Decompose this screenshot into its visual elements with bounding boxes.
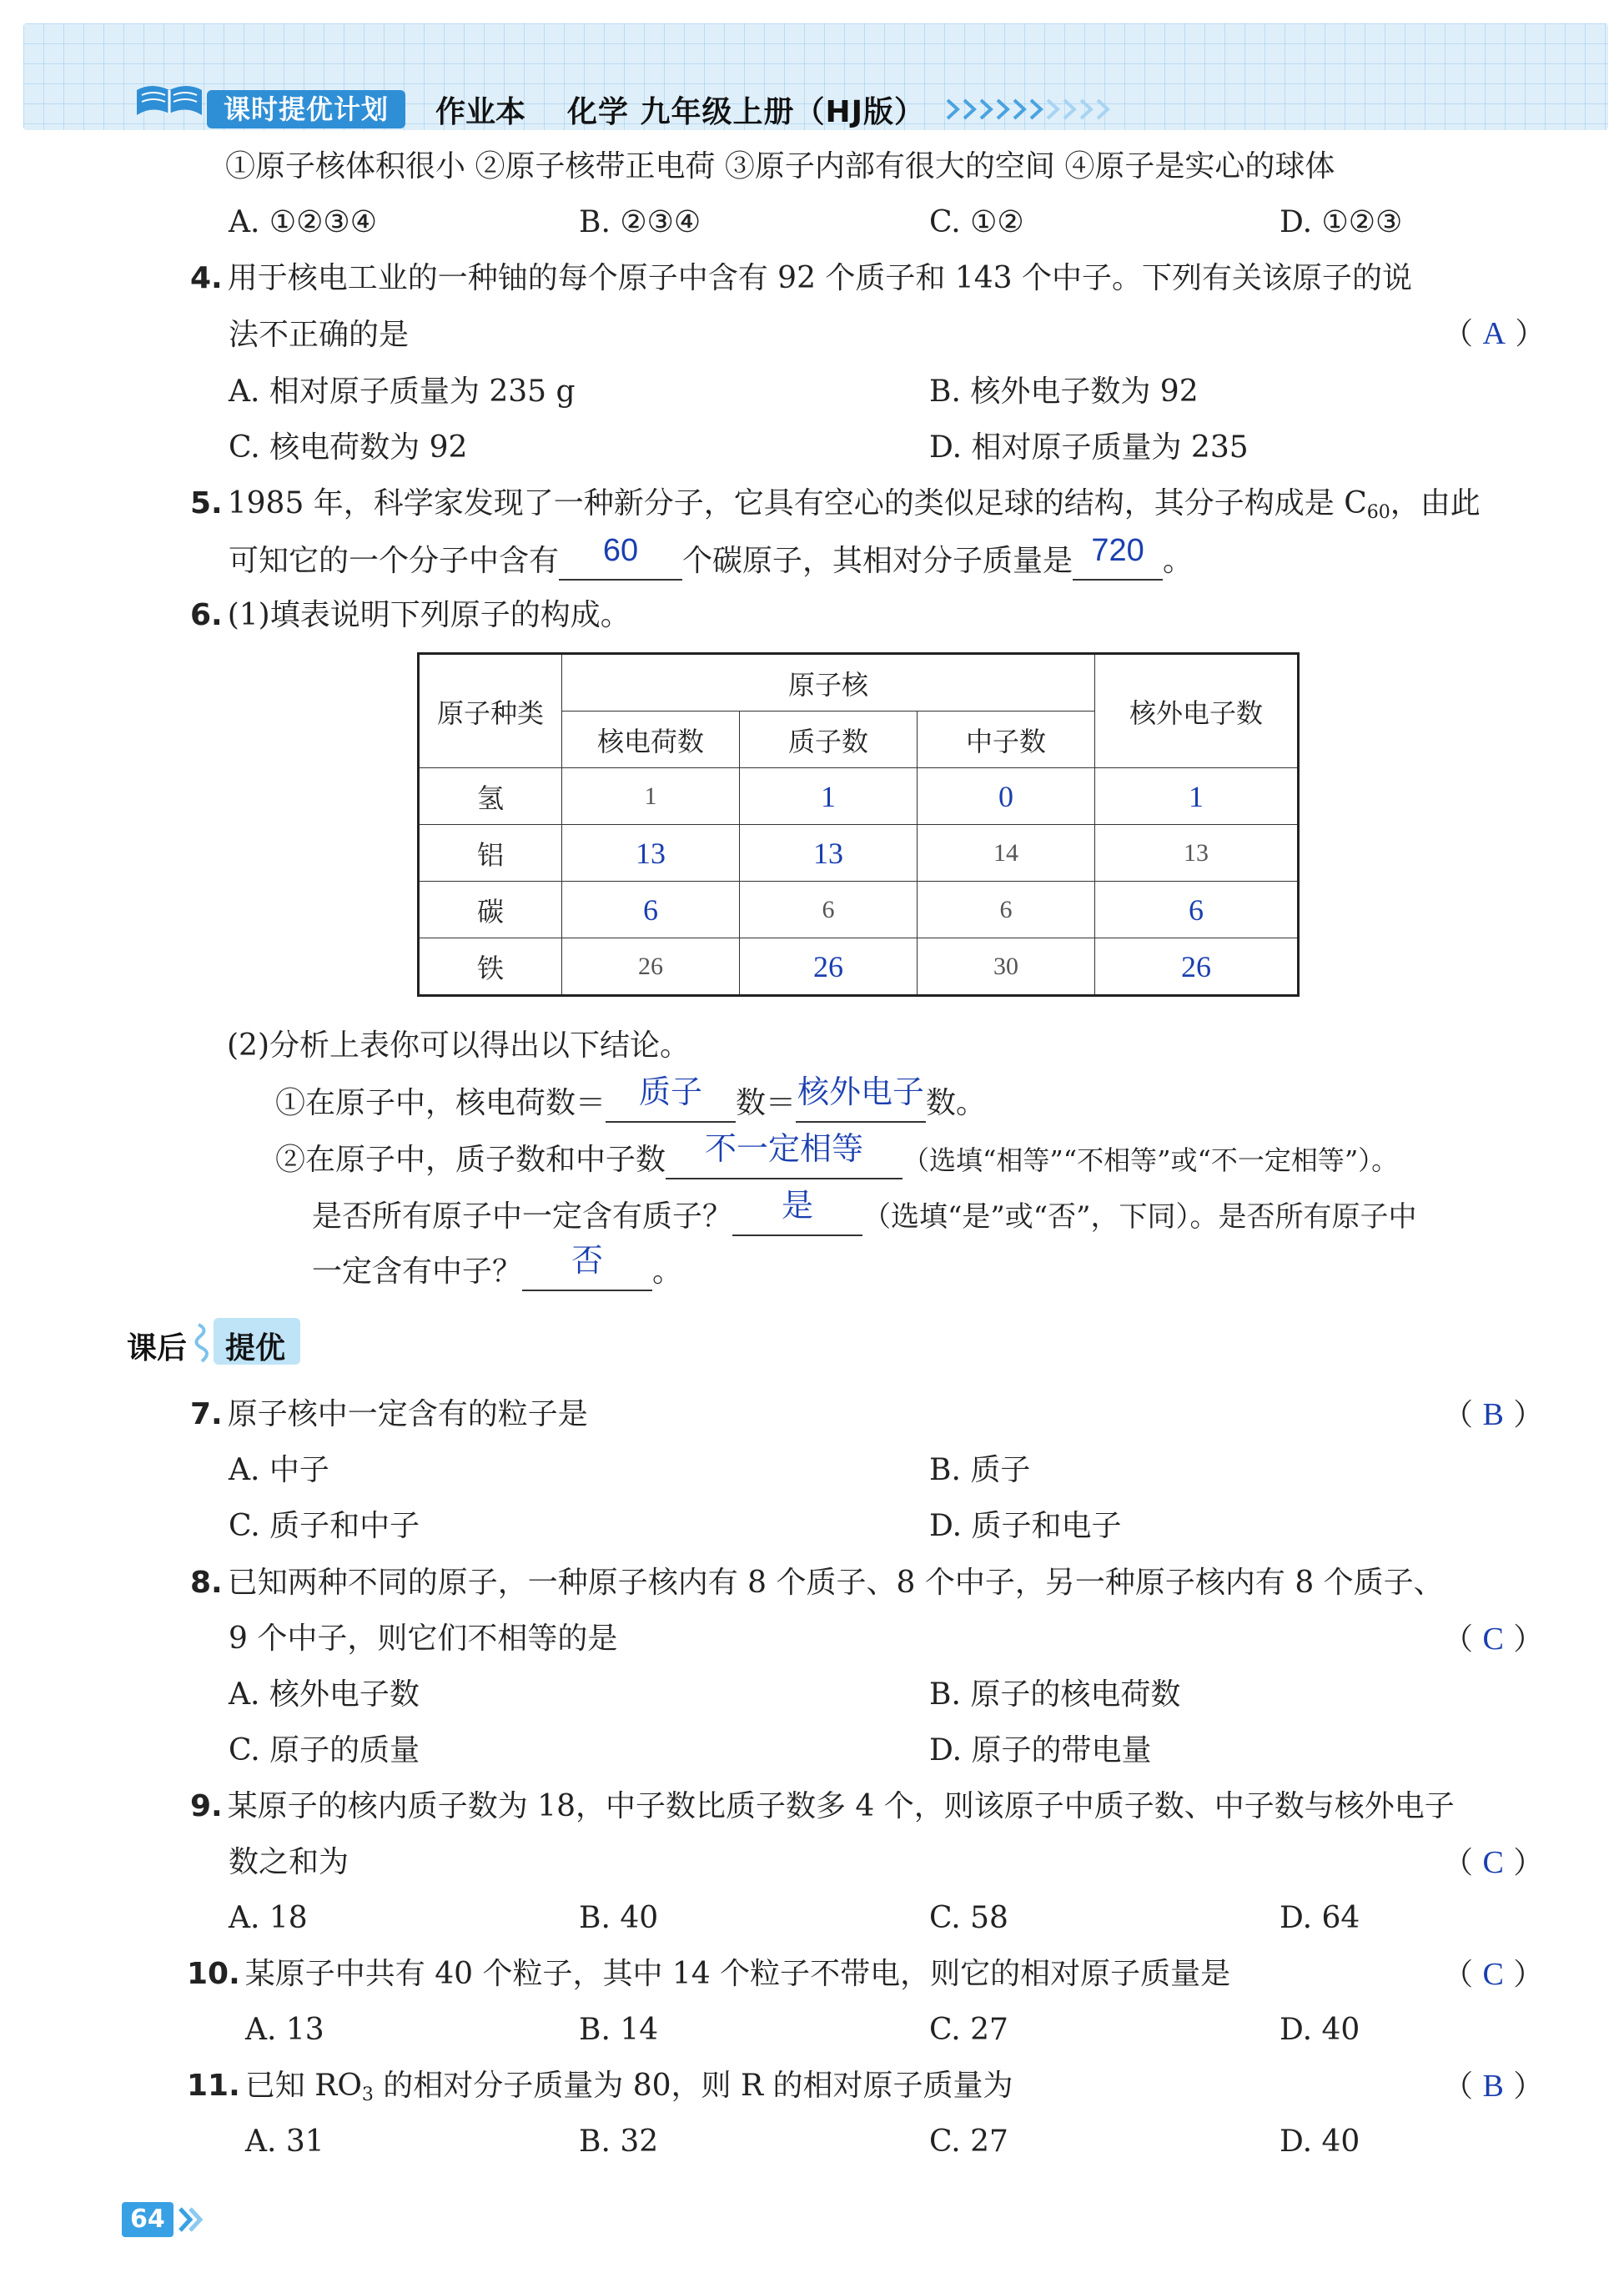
q10-text: 某原子中共有 40 个粒子，其中 14 个粒子不带电，则它的相对原子质量是 bbox=[244, 1957, 1231, 1991]
q10-answer: C bbox=[1482, 1957, 1504, 1992]
cell-neutron: 30 bbox=[918, 938, 1095, 996]
q9-option-d: D. 64 bbox=[1280, 1901, 1360, 1935]
th-kind: 原子种类 bbox=[419, 654, 562, 768]
cell-electron-answer: 6 bbox=[1095, 882, 1299, 938]
c2-blank bbox=[666, 1132, 903, 1179]
q7-text: 原子核中一定含有的粒子是 bbox=[227, 1397, 588, 1431]
q8-option-d: D. 原子的带电量 bbox=[929, 1733, 1152, 1768]
row-name: 氢 bbox=[419, 768, 562, 825]
q8-answer-paren: （ C ） bbox=[1443, 1622, 1544, 1657]
q11-line1 bbox=[187, 2068, 1013, 2114]
c4-text-b: 。 bbox=[652, 1255, 683, 1289]
q5-blank2 bbox=[1073, 533, 1163, 581]
q11-text-b: 的相对分子质量为 80，则 R 的相对原子质量为 bbox=[373, 2069, 1013, 2103]
q5-answer1: 60 bbox=[602, 533, 639, 568]
table-row bbox=[419, 825, 1299, 882]
c3-answer: 是 bbox=[782, 1189, 814, 1224]
q9-answer-paren: （ C ） bbox=[1443, 1845, 1544, 1880]
c1-blank2 bbox=[796, 1075, 926, 1123]
cell-electron-answer: 1 bbox=[1095, 768, 1299, 825]
c2-answer: 不一定相等 bbox=[705, 1132, 864, 1167]
cell-proton-answer: 13 bbox=[740, 825, 918, 882]
q11-option-b: B. 32 bbox=[579, 2125, 659, 2159]
q9-number: 9. bbox=[190, 1789, 223, 1823]
chevron-right-icon bbox=[175, 2205, 204, 2234]
q5-line2-c: 。 bbox=[1163, 544, 1194, 578]
q6-number: 6. bbox=[190, 598, 223, 632]
q8-option-b: B. 原子的核电荷数 bbox=[929, 1677, 1181, 1712]
q7-option-a: A. 中子 bbox=[229, 1453, 329, 1487]
q5-line2-b: 个碳原子，其相对分子质量是 bbox=[682, 544, 1073, 578]
q11-number: 11. bbox=[187, 2069, 240, 2103]
q4-option-c: C. 核电荷数为 92 bbox=[229, 430, 468, 465]
th-neutron: 中子数 bbox=[918, 712, 1095, 768]
q7-line1 bbox=[190, 1396, 588, 1433]
cell-charge-answer: 13 bbox=[562, 825, 740, 882]
cell-charge-answer: 6 bbox=[562, 882, 740, 938]
q4-line1 bbox=[190, 260, 1412, 297]
q9-option-a: A. 18 bbox=[229, 1901, 308, 1935]
q5-text: 1985 年，科学家发现了一种新分子，它具有空心的类似足球的结构，其分子构成是 C bbox=[227, 486, 1367, 520]
q7-answer-paren: （ B ） bbox=[1443, 1397, 1544, 1432]
q5-line2 bbox=[229, 533, 1194, 581]
q8-text: 已知两种不同的原子，一种原子核内有 8 个质子、8 个中子，另一种原子核内有 8 个质子、 bbox=[227, 1566, 1444, 1600]
cell-proton-answer: 1 bbox=[740, 768, 918, 825]
q4-option-d: D. 相对原子质量为 235 bbox=[929, 430, 1249, 465]
q10-option-c: C. 27 bbox=[929, 2013, 1008, 2047]
c1-text-b: 数＝ bbox=[736, 1086, 797, 1120]
atom-structure-table bbox=[417, 652, 1300, 997]
q11-option-c: C. 27 bbox=[929, 2125, 1008, 2159]
c1-text-a: ①在原子中，核电荷数＝ bbox=[275, 1086, 606, 1120]
q8-number: 8. bbox=[190, 1566, 223, 1600]
cell-proton-answer: 26 bbox=[740, 938, 918, 996]
q6-part1-text: (1)填表说明下列原子的构成。 bbox=[227, 598, 631, 632]
cell-electron-answer: 26 bbox=[1095, 938, 1299, 996]
q9-line1 bbox=[190, 1788, 1455, 1825]
book-title: 化学 九年级上册（HJ版） bbox=[567, 95, 926, 129]
q7-option-d: D. 质子和电子 bbox=[929, 1509, 1122, 1543]
q10-answer-paren: （ C ） bbox=[1443, 1957, 1544, 1992]
q3-option-b: B. ②③④ bbox=[579, 205, 701, 239]
row-name: 碳 bbox=[419, 882, 562, 938]
q6-conclusion2 bbox=[275, 1132, 1399, 1179]
q11-text-a: 已知 RO bbox=[244, 2069, 362, 2103]
q6-conclusion4 bbox=[312, 1244, 683, 1291]
q5-blank1 bbox=[559, 533, 682, 581]
cell-neutron-answer: 0 bbox=[918, 768, 1095, 825]
cell-neutron: 14 bbox=[918, 825, 1095, 882]
q4-text: 用于核电工业的一种铀的每个原子中含有 92 个质子和 143 个中子。下列有关该原子的说 bbox=[227, 261, 1413, 295]
open-book-icon bbox=[133, 82, 205, 120]
q5-line2-a: 可知它的一个分子中含有 bbox=[229, 544, 560, 578]
book-kind: 作业本 bbox=[435, 95, 526, 129]
c1-answer1: 质子 bbox=[639, 1075, 703, 1110]
q4-option-a: A. 相对原子质量为 235 g bbox=[229, 375, 576, 409]
th-proton: 质子数 bbox=[740, 712, 918, 768]
q3-option-c: C. ①② bbox=[929, 205, 1024, 239]
q5-text-end: ，由此 bbox=[1390, 486, 1481, 520]
q11-option-a: A. 31 bbox=[245, 2125, 324, 2159]
q9-answer: C bbox=[1482, 1845, 1504, 1880]
table-row bbox=[419, 938, 1299, 996]
q11-sub: 3 bbox=[361, 2084, 374, 2105]
q3-option-a: A. ①②③④ bbox=[229, 205, 377, 239]
cell-charge: 1 bbox=[562, 768, 740, 825]
q6-part2: (2)分析上表你可以得出以下结论。 bbox=[227, 1028, 690, 1063]
q5-formula-sub: 60 bbox=[1366, 502, 1390, 523]
c1-answer2: 核外电子 bbox=[797, 1075, 925, 1110]
q8-line2: 9 个中子，则它们不相等的是 bbox=[229, 1622, 618, 1656]
page-number: 64 bbox=[122, 2202, 173, 2237]
q7-option-c: C. 质子和中子 bbox=[229, 1509, 420, 1543]
q10-option-d: D. 40 bbox=[1280, 2013, 1360, 2047]
q6-conclusion3 bbox=[312, 1189, 1417, 1236]
q9-text: 某原子的核内质子数为 18，中子数比质子数多 4 个，则该原子中质子数、中子数与核外电子 bbox=[227, 1789, 1455, 1823]
section-title-a: 课后 bbox=[127, 1331, 188, 1365]
row-name: 铁 bbox=[419, 938, 562, 996]
c1-blank1 bbox=[606, 1075, 736, 1123]
q9-line2: 数之和为 bbox=[229, 1845, 349, 1879]
c4-text-a: 一定含有中子？ bbox=[312, 1255, 523, 1289]
c4-blank bbox=[522, 1244, 652, 1291]
q7-option-b: B. 质子 bbox=[929, 1453, 1031, 1487]
cell-proton: 6 bbox=[740, 882, 918, 938]
c3-text-a: 是否所有原子中一定含有质子？ bbox=[312, 1199, 733, 1234]
c3-blank bbox=[732, 1189, 862, 1236]
q9-option-c: C. 58 bbox=[929, 1901, 1008, 1935]
cell-charge: 26 bbox=[562, 938, 740, 996]
c2-text-a: ②在原子中，质子数和中子数 bbox=[275, 1143, 666, 1177]
q7-answer: B bbox=[1482, 1397, 1504, 1432]
brand-logo: 课时提优计划 bbox=[207, 90, 405, 128]
cell-electron: 13 bbox=[1095, 825, 1299, 882]
q4-answer: A bbox=[1482, 316, 1506, 351]
c1-text-c: 数。 bbox=[926, 1086, 987, 1120]
q7-number: 7. bbox=[190, 1397, 223, 1431]
section-title-badge bbox=[214, 1318, 300, 1365]
c3-text-b: （选填“是”或“否”，下同）。是否所有原子中 bbox=[862, 1200, 1417, 1234]
q3-statements: ①原子核体积很小 ②原子核带正电荷 ③原子内部有很大的空间 ④原子是实心的球体 bbox=[225, 149, 1335, 184]
th-charge: 核电荷数 bbox=[562, 712, 740, 768]
q10-line1 bbox=[187, 1956, 1230, 1993]
q11-answer: B bbox=[1482, 2069, 1504, 2104]
q6-conclusion1 bbox=[275, 1075, 987, 1123]
chevrons-decoration-icon bbox=[944, 95, 1128, 123]
q8-line1 bbox=[190, 1565, 1444, 1602]
q11-answer-paren: （ B ） bbox=[1443, 2069, 1544, 2104]
q5-answer2: 720 bbox=[1091, 533, 1144, 568]
q4-number: 4. bbox=[190, 261, 223, 295]
q11-option-d: D. 40 bbox=[1280, 2125, 1360, 2159]
row-name: 铝 bbox=[419, 825, 562, 882]
q3-option-d: D. ①②③ bbox=[1280, 205, 1403, 239]
q10-option-b: B. 14 bbox=[579, 2013, 659, 2047]
section-title-b: 提优 bbox=[225, 1331, 286, 1365]
q9-option-b: B. 40 bbox=[579, 1901, 659, 1935]
q8-option-a: A. 核外电子数 bbox=[229, 1677, 420, 1712]
q5-number: 5. bbox=[190, 486, 223, 520]
q10-option-a: A. 13 bbox=[245, 2013, 324, 2047]
q10-number: 10. bbox=[187, 1957, 240, 1991]
th-electron: 核外电子数 bbox=[1095, 654, 1299, 768]
q4-answer-paren: （ A ） bbox=[1443, 316, 1546, 351]
table-row bbox=[419, 768, 1299, 825]
c4-answer: 否 bbox=[571, 1244, 604, 1279]
cell-neutron: 6 bbox=[918, 882, 1095, 938]
q6-part1 bbox=[190, 597, 631, 634]
c2-text-b: （选填“相等”“不相等”或“不一定相等”）。 bbox=[903, 1144, 1399, 1176]
q5-line1 bbox=[190, 485, 1481, 531]
q8-option-c: C. 原子的质量 bbox=[229, 1733, 420, 1768]
q8-answer: C bbox=[1482, 1622, 1504, 1657]
table-row bbox=[419, 882, 1299, 938]
q4-option-b: B. 核外电子数为 92 bbox=[929, 375, 1199, 409]
q4-line2: 法不正确的是 bbox=[229, 318, 410, 352]
th-nucleus: 原子核 bbox=[562, 654, 1095, 712]
